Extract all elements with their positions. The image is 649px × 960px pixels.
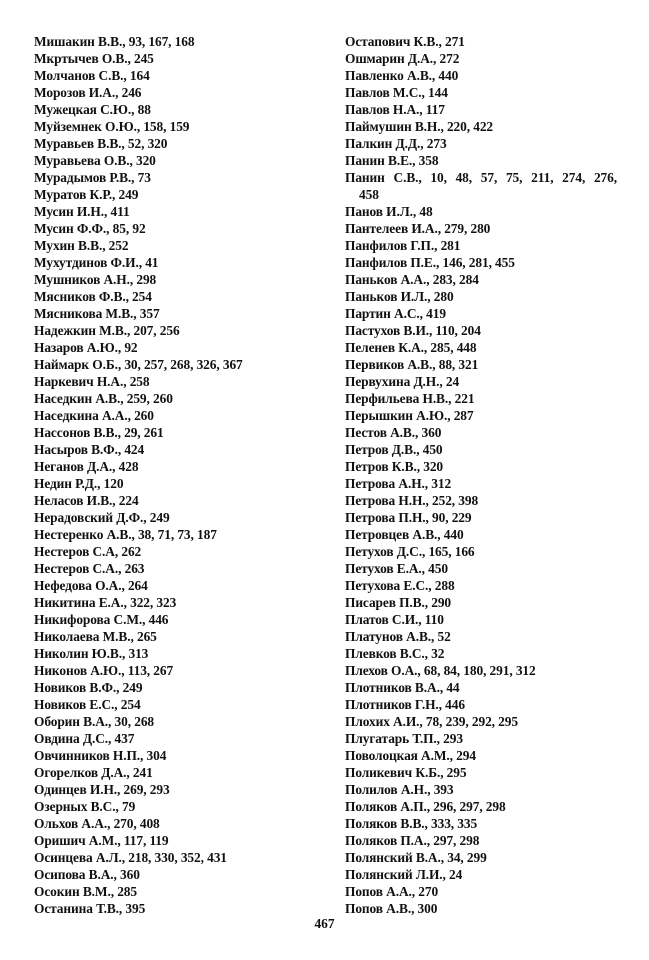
index-entry: Поволоцкая А.М., 294 (345, 748, 476, 763)
index-entry: Панин С.В., 10, 48, 57, 75, 211, 274, 276, (345, 170, 617, 185)
index-entry: Поляков А.П., 296, 297, 298 (345, 799, 506, 814)
index-entry: Попов А.В., 300 (345, 901, 438, 916)
index-entry: Нестеренко А.В., 38, 71, 73, 187 (34, 527, 217, 542)
index-entry: Панфилов Г.П., 281 (345, 238, 461, 253)
index-entry: Надежкин М.В., 207, 256 (34, 323, 180, 338)
index-entry: Неласов И.В., 224 (34, 493, 139, 508)
index-entry: Петухова Е.С., 288 (345, 578, 455, 593)
index-entry: Палкин Д.Д., 273 (345, 136, 447, 151)
index-entry: Петровцев А.В., 440 (345, 527, 464, 542)
index-entry: Плехов О.А., 68, 84, 180, 291, 312 (345, 663, 536, 678)
index-entry: Павлов Н.А., 117 (345, 102, 445, 117)
index-entry: Паньков А.А., 283, 284 (345, 272, 479, 287)
index-entry: Панфилов П.Е., 146, 281, 455 (345, 255, 515, 270)
index-entry: Мухин В.В., 252 (34, 238, 129, 253)
index-entry: Осинцева А.Л., 218, 330, 352, 431 (34, 850, 227, 865)
index-entry: Павленко А.В., 440 (345, 68, 459, 83)
index-entry: 458 (359, 187, 379, 202)
index-column-right (345, 33, 617, 917)
index-entry: Платунов А.В., 52 (345, 629, 451, 644)
index-entry: Николаева М.В., 265 (34, 629, 157, 644)
index-entry: Одинцев И.Н., 269, 293 (34, 782, 170, 797)
index-entry: Петрова А.Н., 312 (345, 476, 452, 491)
index-entry: Пастухов В.И., 110, 204 (345, 323, 481, 338)
index-entry: Озерных В.С., 79 (34, 799, 136, 814)
index-entry: Овдина Д.С., 437 (34, 731, 135, 746)
index-entry: Пантелеев И.А., 279, 280 (345, 221, 491, 236)
index-entry: Поляков П.А., 297, 298 (345, 833, 480, 848)
index-entry: Мкртычев О.В., 245 (34, 51, 154, 66)
index-entry: Петрова П.Н., 90, 229 (345, 510, 472, 525)
index-entry: Перфильева Н.В., 221 (345, 391, 475, 406)
index-entry: Недин Р.Д., 120 (34, 476, 124, 491)
index-entry: Остапович К.В., 271 (345, 34, 465, 49)
index-entry: Наседкин А.В., 259, 260 (34, 391, 173, 406)
index-entry: Ольхов А.А., 270, 408 (34, 816, 160, 831)
index-entry: Первиков А.В., 88, 321 (345, 357, 479, 372)
index-entry: Насыров В.Ф., 424 (34, 442, 145, 457)
index-entry: Пеленев К.А., 285, 448 (345, 340, 477, 355)
index-entry: Плугатарь Т.П., 293 (345, 731, 463, 746)
index-entry: Наркевич Н.А., 258 (34, 374, 150, 389)
index-entry: Оришич А.М., 117, 119 (34, 833, 169, 848)
index-entry: Ошмарин Д.А., 272 (345, 51, 460, 66)
index-entry: Муратов К.Р., 249 (34, 187, 139, 202)
index-entry: Плотников Г.Н., 446 (345, 697, 465, 712)
index-entry: Мусин И.Н., 411 (34, 204, 130, 219)
index-entry: Поликевич К.Б., 295 (345, 765, 467, 780)
index-entry: Плохих А.И., 78, 239, 292, 295 (345, 714, 518, 729)
page-number: 467 (314, 916, 335, 931)
index-entry: Мухутдинов Ф.И., 41 (34, 255, 159, 270)
index-entry: Неганов Д.А., 428 (34, 459, 139, 474)
index-entry: Новиков В.Ф., 249 (34, 680, 143, 695)
index-entry: Панин В.Е., 358 (345, 153, 439, 168)
index-entry: Оборин В.А., 30, 268 (34, 714, 155, 729)
index-entry: Партин А.С., 419 (345, 306, 446, 321)
index-entry: Наседкина А.А., 260 (34, 408, 154, 423)
index-entry: Петухов Е.А., 450 (345, 561, 448, 576)
index-entry: Плотников В.А., 44 (345, 680, 460, 695)
index-entry: Никитина Е.А., 322, 323 (34, 595, 177, 610)
index-entry: Первухина Д.Н., 24 (345, 374, 460, 389)
index-entry: Нассонов В.В., 29, 261 (34, 425, 164, 440)
index-entry: Никифорова С.М., 446 (34, 612, 169, 627)
index-entry: Муравьев В.В., 52, 320 (34, 136, 168, 151)
index-entry: Паньков И.Л., 280 (345, 289, 454, 304)
index-entry: Плевков В.С., 32 (345, 646, 445, 661)
index-entry: Петров К.В., 320 (345, 459, 444, 474)
index-entry: Овчинников Н.П., 304 (34, 748, 167, 763)
index-entry: Петрова Н.Н., 252, 398 (345, 493, 479, 508)
index-column-left (34, 33, 304, 917)
index-entry: Морозов И.А., 246 (34, 85, 142, 100)
index-entry: Николин Ю.В., 313 (34, 646, 149, 661)
index-entry: Муравьева О.В., 320 (34, 153, 156, 168)
index-entry: Мурадымов Р.В., 73 (34, 170, 151, 185)
index-entry: Мушников А.Н., 298 (34, 272, 157, 287)
index-entry: Наймарк О.Б., 30, 257, 268, 326, 367 (34, 357, 243, 372)
index-entry: Мишакин В.В., 93, 167, 168 (34, 34, 195, 49)
index-entry: Назаров А.Ю., 92 (34, 340, 138, 355)
index-entry: Нефедова О.А., 264 (34, 578, 148, 593)
index-entry: Мясникова М.В., 357 (34, 306, 160, 321)
index-entry: Поляков В.В., 333, 335 (345, 816, 478, 831)
index-entry: Платов С.И., 110 (345, 612, 444, 627)
index-entry: Перышкин А.Ю., 287 (345, 408, 474, 423)
index-entry: Осипова В.А., 360 (34, 867, 140, 882)
index-entry: Пестов А.В., 360 (345, 425, 442, 440)
index-entry: Нестеров С.А, 262 (34, 544, 142, 559)
index-entry: Паймушин В.Н., 220, 422 (345, 119, 494, 134)
index-entry: Полянский Л.И., 24 (345, 867, 463, 882)
index-entry: Нестеров С.А., 263 (34, 561, 145, 576)
index-entry: Нерадовский Д.Ф., 249 (34, 510, 170, 525)
index-entry: Мужецкая С.Ю., 88 (34, 102, 151, 117)
index-entry: Осокин В.М., 285 (34, 884, 137, 899)
index-entry: Павлов М.С., 144 (345, 85, 448, 100)
index-entry: Муйземнек О.Ю., 158, 159 (34, 119, 190, 134)
index-entry: Полилов А.Н., 393 (345, 782, 454, 797)
index-entry: Мусин Ф.Ф., 85, 92 (34, 221, 146, 236)
index-entry: Полянский В.А., 34, 299 (345, 850, 487, 865)
index-entry: Писарев П.В., 290 (345, 595, 452, 610)
index-entry: Останина Т.В., 395 (34, 901, 146, 916)
index-entry: Мясников Ф.В., 254 (34, 289, 152, 304)
index-entry: Панов И.Л., 48 (345, 204, 433, 219)
index-entry: Новиков Е.С., 254 (34, 697, 141, 712)
index-entry: Петров Д.В., 450 (345, 442, 443, 457)
index-entry: Попов А.А., 270 (345, 884, 439, 899)
index-entry: Никонов А.Ю., 113, 267 (34, 663, 174, 678)
index-entry: Петухов Д.С., 165, 166 (345, 544, 475, 559)
index-entry: Огорелков Д.А., 241 (34, 765, 153, 780)
index-entry: Молчанов С.В., 164 (34, 68, 150, 83)
